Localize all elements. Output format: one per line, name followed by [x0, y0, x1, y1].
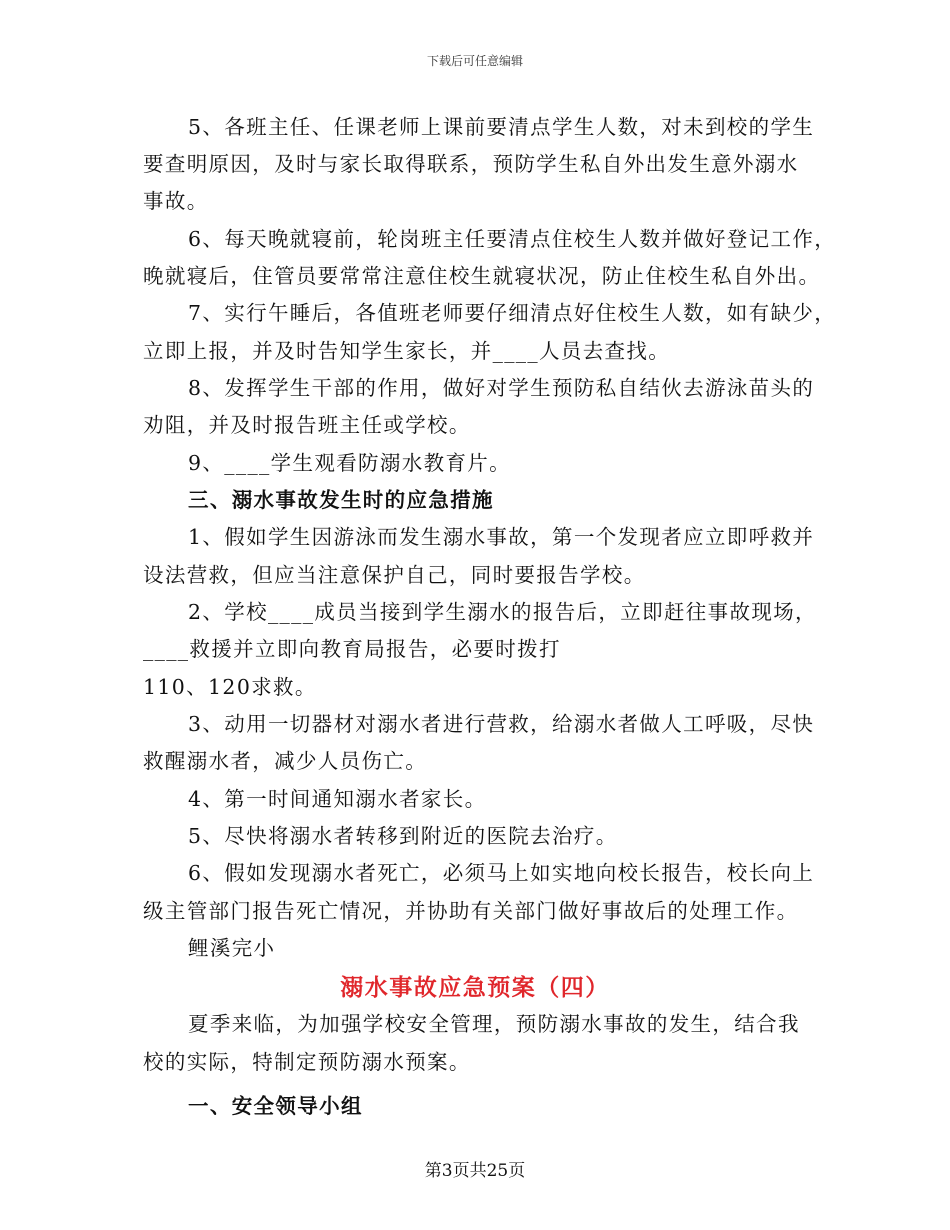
body-line: 5、各班主任、任课老师上课前要清点学生人数，对未到校的学生 [188, 115, 815, 139]
intro-line: 校的实际，特制定预防溺水预案。 [143, 1050, 471, 1074]
body-line: 级主管部门报告死亡情况，并协助有关部门做好事故后的处理工作。 [143, 899, 799, 923]
body-line: 设法营救，但应当注意保护自己，同时要报告学校。 [143, 563, 646, 587]
section-title: 溺水事故应急预案（四） [340, 974, 610, 1001]
page-header: 下载后可任意编辑 [426, 54, 523, 68]
signature-line: 鲤溪完小 [188, 936, 276, 960]
body-line: 7、实行午睡后，各值班老师要仔细清点好住校生人数，如有缺少， [188, 301, 837, 325]
body-line: 2、学校____成员当接到学生溺水的报告后，立即赶往事故现场， [188, 600, 817, 624]
body-line: ____救援并立即向教育局报告，必要时拨打 [143, 637, 561, 661]
body-line: 9、____学生观看防溺水教育片。 [188, 451, 511, 475]
body-line: 救醒溺水者，减少人员伤亡。 [143, 749, 428, 773]
body-line: 要查明原因，及时与家长取得联系，预防学生私自外出发生意外溺水 [143, 152, 799, 176]
body-line: 6、假如发现溺水者死亡，必须马上如实地向校长报告，校长向上 [188, 861, 815, 885]
subsection-heading: 一、安全领导小组 [188, 1094, 363, 1118]
body-line: 5、尽快将溺水者转移到附近的医院去治疗。 [188, 824, 618, 848]
body-line: 4、第一时间通知溺水者家长。 [188, 787, 487, 811]
body-line: 110、120求救。 [143, 675, 317, 699]
body-line: 3、动用一切器材对溺水者进行营救，给溺水者做人工呼吸，尽快 [188, 712, 815, 736]
intro-line: 夏季来临，为加强学校安全管理，预防溺水事故的发生，结合我 [188, 1012, 800, 1036]
body-line: 劝阻，并及时报告班主任或学校。 [143, 413, 471, 437]
body-line: 事故。 [143, 189, 209, 213]
section-heading: 三、溺水事故发生时的应急措施 [188, 488, 494, 512]
body-line: 晚就寝后，住管员要常常注意住校生就寝状况，防止住校生私自外出。 [143, 264, 821, 288]
body-line: 1、假如学生因游泳而发生溺水事故，第一个发现者应立即呼救并 [188, 525, 815, 549]
page-footer: 第3页共25页 [424, 1161, 526, 1181]
body-line: 6、每天晚就寝前，轮岗班主任要清点住校生人数并做好登记工作， [188, 227, 837, 251]
body-line: 8、发挥学生干部的作用，做好对学生预防私自结伙去游泳苗头的 [188, 376, 815, 400]
body-line: 立即上报，并及时告知学生家长，并____人员去查找。 [143, 339, 671, 363]
